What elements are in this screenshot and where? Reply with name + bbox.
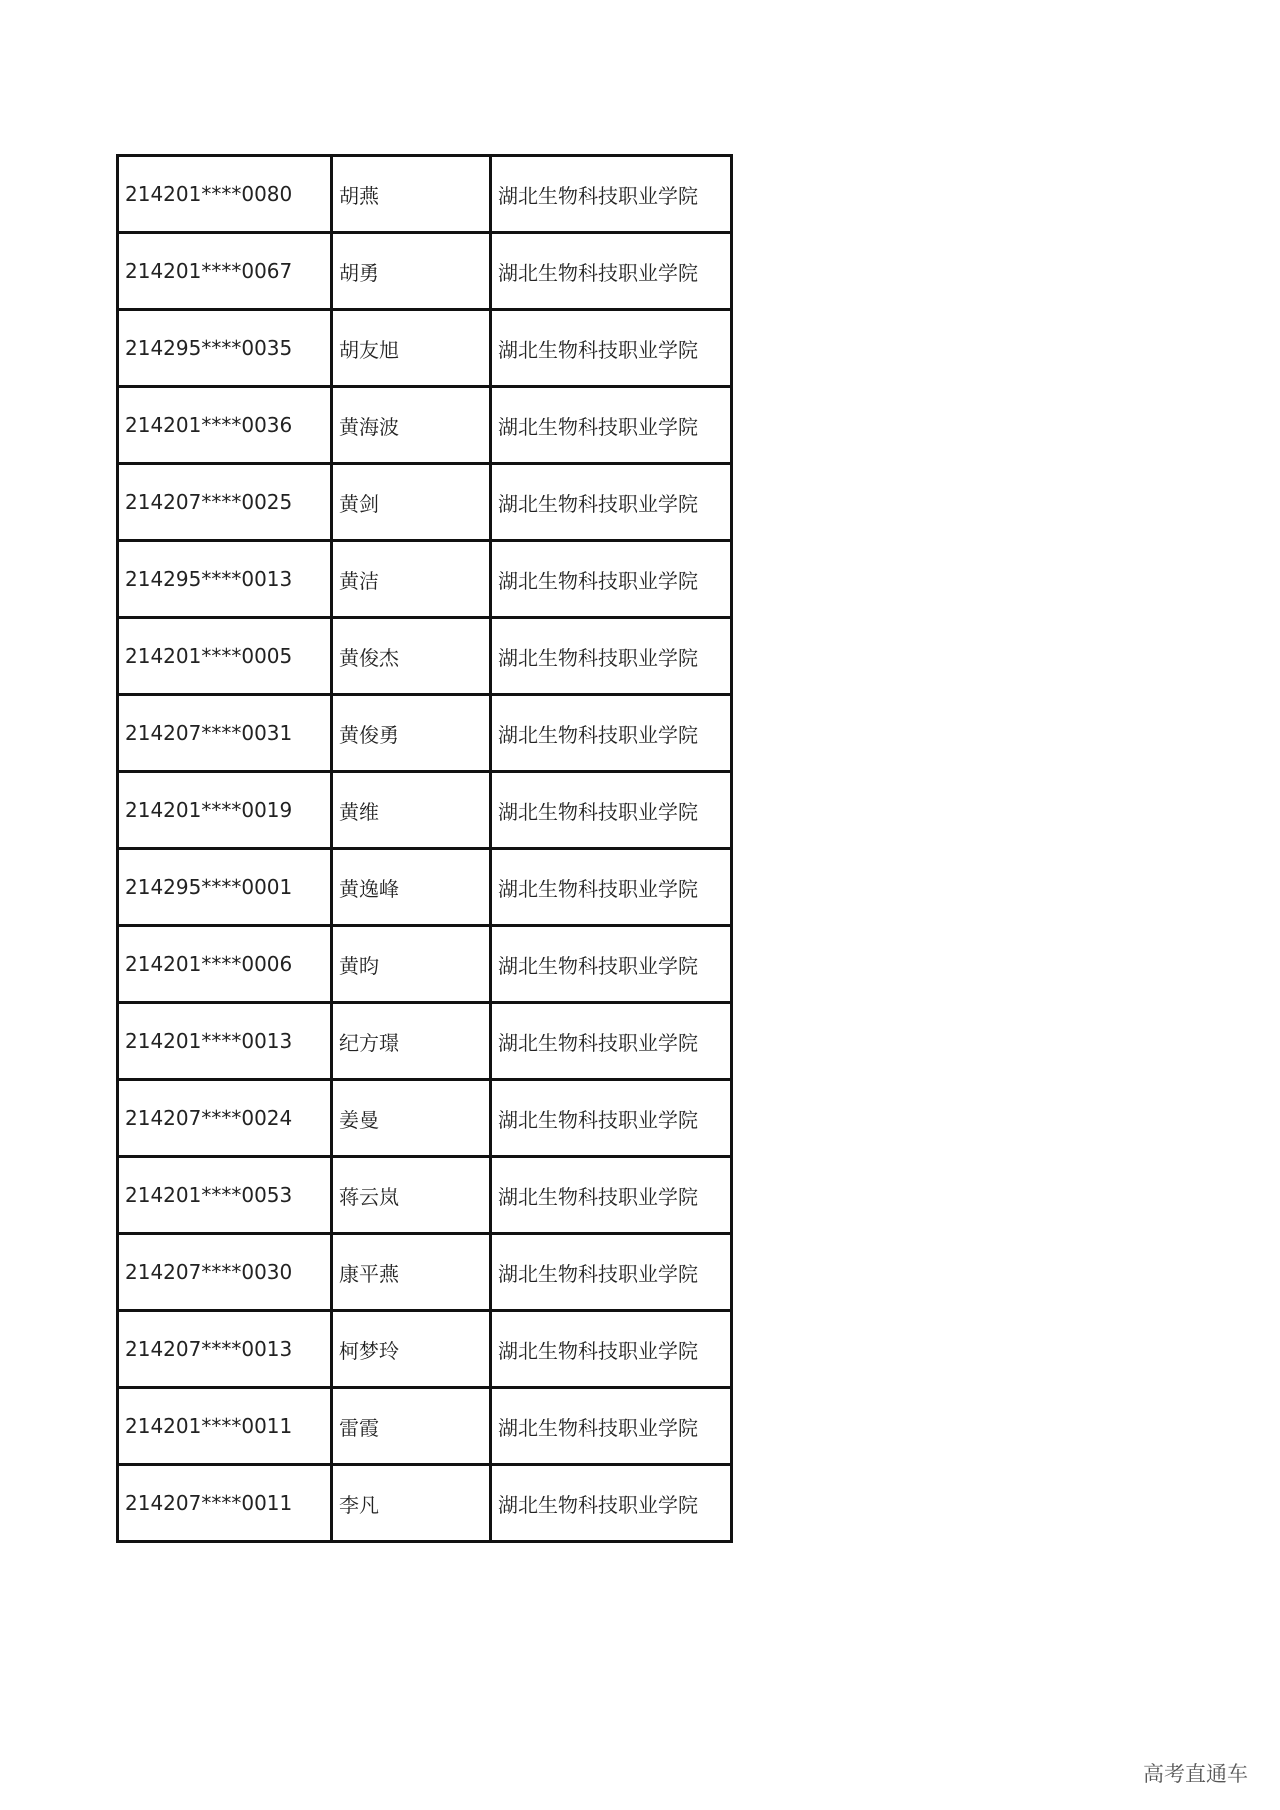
school-cell: 湖北生物科技职业学院 xyxy=(491,926,732,1003)
school-cell: 湖北生物科技职业学院 xyxy=(491,541,732,618)
exam-number-cell: 214201****0053 xyxy=(118,1157,332,1234)
table-row xyxy=(118,233,732,310)
table-row xyxy=(118,1311,732,1388)
table-row xyxy=(118,772,732,849)
school-cell: 湖北生物科技职业学院 xyxy=(491,1234,732,1311)
table-row xyxy=(118,464,732,541)
exam-number-cell: 214295****0001 xyxy=(118,849,332,926)
exam-number-cell: 214295****0035 xyxy=(118,310,332,387)
school-cell: 湖北生物科技职业学院 xyxy=(491,1080,732,1157)
exam-number-cell: 214207****0013 xyxy=(118,1311,332,1388)
school-cell: 湖北生物科技职业学院 xyxy=(491,233,732,310)
name-cell: 李凡 xyxy=(332,1465,491,1542)
name-cell: 柯梦玲 xyxy=(332,1311,491,1388)
school-cell: 湖北生物科技职业学院 xyxy=(491,1465,732,1542)
school-cell: 湖北生物科技职业学院 xyxy=(491,618,732,695)
table-row xyxy=(118,156,732,233)
exam-number-cell: 214201****0011 xyxy=(118,1388,332,1465)
admission-list-table xyxy=(116,154,733,1543)
name-cell: 纪方璟 xyxy=(332,1003,491,1080)
name-cell: 黄维 xyxy=(332,772,491,849)
table-row xyxy=(118,1080,732,1157)
table-row xyxy=(118,926,732,1003)
school-cell: 湖北生物科技职业学院 xyxy=(491,156,732,233)
name-cell: 姜曼 xyxy=(332,1080,491,1157)
school-cell: 湖北生物科技职业学院 xyxy=(491,1311,732,1388)
exam-number-cell: 214201****0067 xyxy=(118,233,332,310)
table-row xyxy=(118,1234,732,1311)
school-cell: 湖北生物科技职业学院 xyxy=(491,849,732,926)
table-row xyxy=(118,618,732,695)
name-cell: 胡友旭 xyxy=(332,310,491,387)
exam-number-cell: 214201****0019 xyxy=(118,772,332,849)
name-cell: 黄俊杰 xyxy=(332,618,491,695)
name-cell: 黄昀 xyxy=(332,926,491,1003)
table-row xyxy=(118,1157,732,1234)
name-cell: 黄洁 xyxy=(332,541,491,618)
exam-number-cell: 214207****0030 xyxy=(118,1234,332,1311)
school-cell: 湖北生物科技职业学院 xyxy=(491,464,732,541)
watermark: 高考直通车 xyxy=(1143,1762,1248,1786)
school-cell: 湖北生物科技职业学院 xyxy=(491,1003,732,1080)
exam-number-cell: 214207****0025 xyxy=(118,464,332,541)
name-cell: 蒋云岚 xyxy=(332,1157,491,1234)
table-row xyxy=(118,849,732,926)
table-row xyxy=(118,695,732,772)
exam-number-cell: 214207****0011 xyxy=(118,1465,332,1542)
table-row xyxy=(118,541,732,618)
school-cell: 湖北生物科技职业学院 xyxy=(491,772,732,849)
exam-number-cell: 214201****0036 xyxy=(118,387,332,464)
name-cell: 黄逸峰 xyxy=(332,849,491,926)
table-row xyxy=(118,1465,732,1542)
name-cell: 雷霞 xyxy=(332,1388,491,1465)
name-cell: 康平燕 xyxy=(332,1234,491,1311)
exam-number-cell: 214201****0080 xyxy=(118,156,332,233)
school-cell: 湖北生物科技职业学院 xyxy=(491,310,732,387)
name-cell: 胡勇 xyxy=(332,233,491,310)
name-cell: 胡燕 xyxy=(332,156,491,233)
exam-number-cell: 214207****0024 xyxy=(118,1080,332,1157)
table-row xyxy=(118,1388,732,1465)
school-cell: 湖北生物科技职业学院 xyxy=(491,1157,732,1234)
exam-number-cell: 214207****0031 xyxy=(118,695,332,772)
name-cell: 黄海波 xyxy=(332,387,491,464)
table-row xyxy=(118,1003,732,1080)
exam-number-cell: 214201****0006 xyxy=(118,926,332,1003)
name-cell: 黄剑 xyxy=(332,464,491,541)
exam-number-cell: 214295****0013 xyxy=(118,541,332,618)
school-cell: 湖北生物科技职业学院 xyxy=(491,695,732,772)
table-row xyxy=(118,387,732,464)
school-cell: 湖北生物科技职业学院 xyxy=(491,1388,732,1465)
school-cell: 湖北生物科技职业学院 xyxy=(491,387,732,464)
exam-number-cell: 214201****0013 xyxy=(118,1003,332,1080)
exam-number-cell: 214201****0005 xyxy=(118,618,332,695)
table-row xyxy=(118,310,732,387)
name-cell: 黄俊勇 xyxy=(332,695,491,772)
